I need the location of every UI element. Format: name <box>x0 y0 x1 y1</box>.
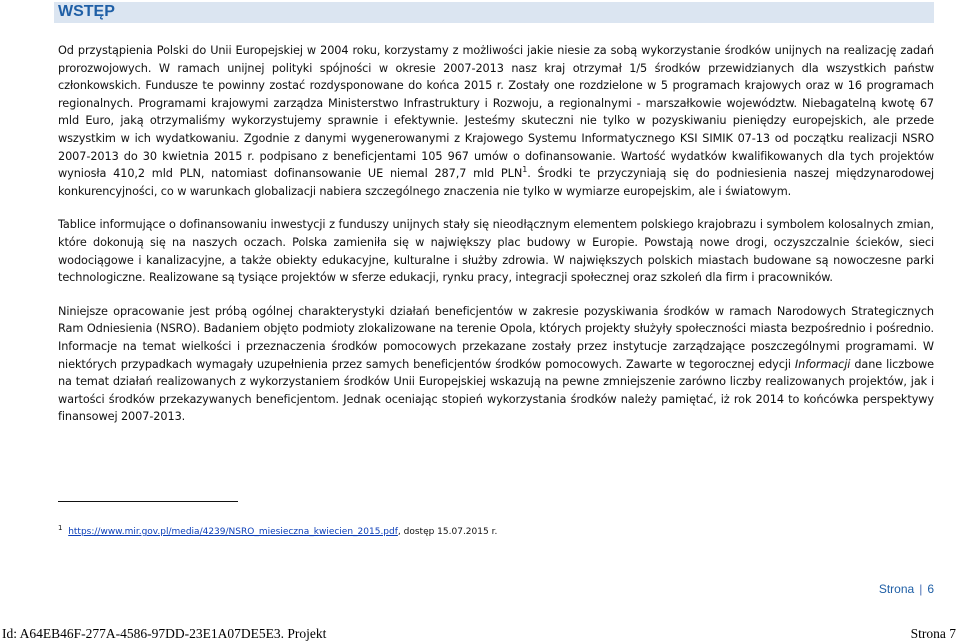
footnote-suffix: , dostęp 15.07.2015 r. <box>397 527 498 537</box>
paragraph-3-after: dane liczbowe na temat działań realizowanych z wykorzystaniem środków Unii Europejskiej wskazują na pewne zmniejszenie zarówno liczby realizowanych projektów, jak i wartości środków przekazywanych beneficjentom. Jednak oceniając stopień wykorzystania środków należy pamiętać, iż rok 2014 to końcówka perspektywy finansowej 2007-2013. <box>58 357 934 424</box>
footnote <box>58 522 497 538</box>
footnote-reference[interactable]: 1 <box>522 165 528 175</box>
paragraph-3-before: Niniejsze opracowanie jest próbą ogólnej charakterystyki działań beneficjentów w zakresie pozyskiwania środków w ramach Narodowych Strategicznych Ram Odniesienia (NSRO). Badaniem objęto podmioty zlokalizowane na terenie Opola, których projekty służyły społeczności miasta bezpośrednio i pośrednio. Informacje na temat wielkości i przeznaczenia środków pomocowych przekazane zostały przez instytucje zarządzające poszczególnymi programami. W niektórych przypadkach wymagały uzupełnienia przez samych beneficjentów środków pomocowych. Zawarte w tegorocznej edycji <box>58 304 934 371</box>
footnote-link[interactable]: https://www.mir.gov.pl/media/4239/NSRO_miesieczna_kwiecien_2015.pdf <box>68 527 398 537</box>
page-number-separator: | <box>919 582 923 596</box>
page-number-value: 6 <box>927 582 934 596</box>
paragraph-3 <box>58 303 934 426</box>
footnote-number: 1 <box>58 524 63 532</box>
document-footer <box>0 626 960 644</box>
footnote-separator <box>58 501 238 502</box>
paragraph-1-tail: . Środki te przyczyniają się do podniesienia naszej międzynarodowej konkurencyjności, co w warunkach globalizacji nabiera szczególnego znaczenia nie tylko w wymiarze europejskim, ale i światowym. <box>58 167 934 198</box>
document-id: Id: A64EB46F-277A-4586-97DD-23E1A07DE5E3. Projekt <box>2 626 327 641</box>
page-number-label: Strona <box>878 582 915 596</box>
paragraph-1-main: Od przystąpienia Polski do Unii Europejskiej w 2004 roku, korzystamy z możliwości jakie niesie za sobą wykorzystanie środków unijnych na realizację zadań prorozwojowych. W ramach unijnej polityki spójności w okresie 2007-2013 nasz kraj otrzymał 1/5 środków przewidzianych dla wszystkich państw członkowskich. Fundusze te powinny zostać rozdysponowane do końca 2015 r. Zostały one rozdzielone w 5 programach krajowych oraz w 16 programach regionalnych. Programami krajowymi zarządza Ministerstwo Infrastruktury i Rozwoju, a regionalnymi - marszałkowie województw. Niebagatelną kwotę 67 mld Euro, jaką otrzymaliśmy wykorzystujemy sprawnie i efektywnie. Jesteśmy skuteczni nie tylko w pozyskiwaniu pieniędzy europejskich, ale przede wszystkim w ich wydatkowaniu. Zgodnie z danymi wygenerowanymi z Krajowego Systemu Informatycznego KSI SIMIK 07-13 od początku realizacji NSRO 2007-2013 do 30 kwietnia 2015 r. podpisano z beneficjentami 105 967 umów o dofinansowanie. Wartość wydatków kwalifikowanych dla tych projektów wyniosła 410,2 mld PLN, natomiast dofinansowanie UE niemal 287,7 mld PLN <box>58 44 934 181</box>
page-number <box>879 582 934 596</box>
document-page-indicator: Strona 7 <box>910 626 956 641</box>
body-text <box>58 42 934 442</box>
section-title: WSTĘP <box>58 3 115 20</box>
paragraph-1 <box>58 42 934 200</box>
section-header <box>54 2 934 23</box>
paragraph-3-italic: Informacji <box>794 357 851 371</box>
paragraph-2: Tablice informujące o dofinansowaniu inwestycji z funduszy unijnych stały się nieodłącznym elementem polskiego krajobrazu i symbolem kolosalnych zmian, które dokonują się na naszych oczach. Polska zamieniła się w największy plac budowy w Europie. Powstają nowe drogi, oczyszczalnie ścieków, sieci wodociągowe i kanalizacyjne, a także obiekty edukacyjne, kulturalne i służby zdrowia. W największych polskich miastach budowane są nowoczesne parki technologiczne. Realizowane są tysiące projektów w sferze edukacji, rynku pracy, integracji społecznej oraz szkoleń dla firm i pracowników. <box>58 218 934 285</box>
